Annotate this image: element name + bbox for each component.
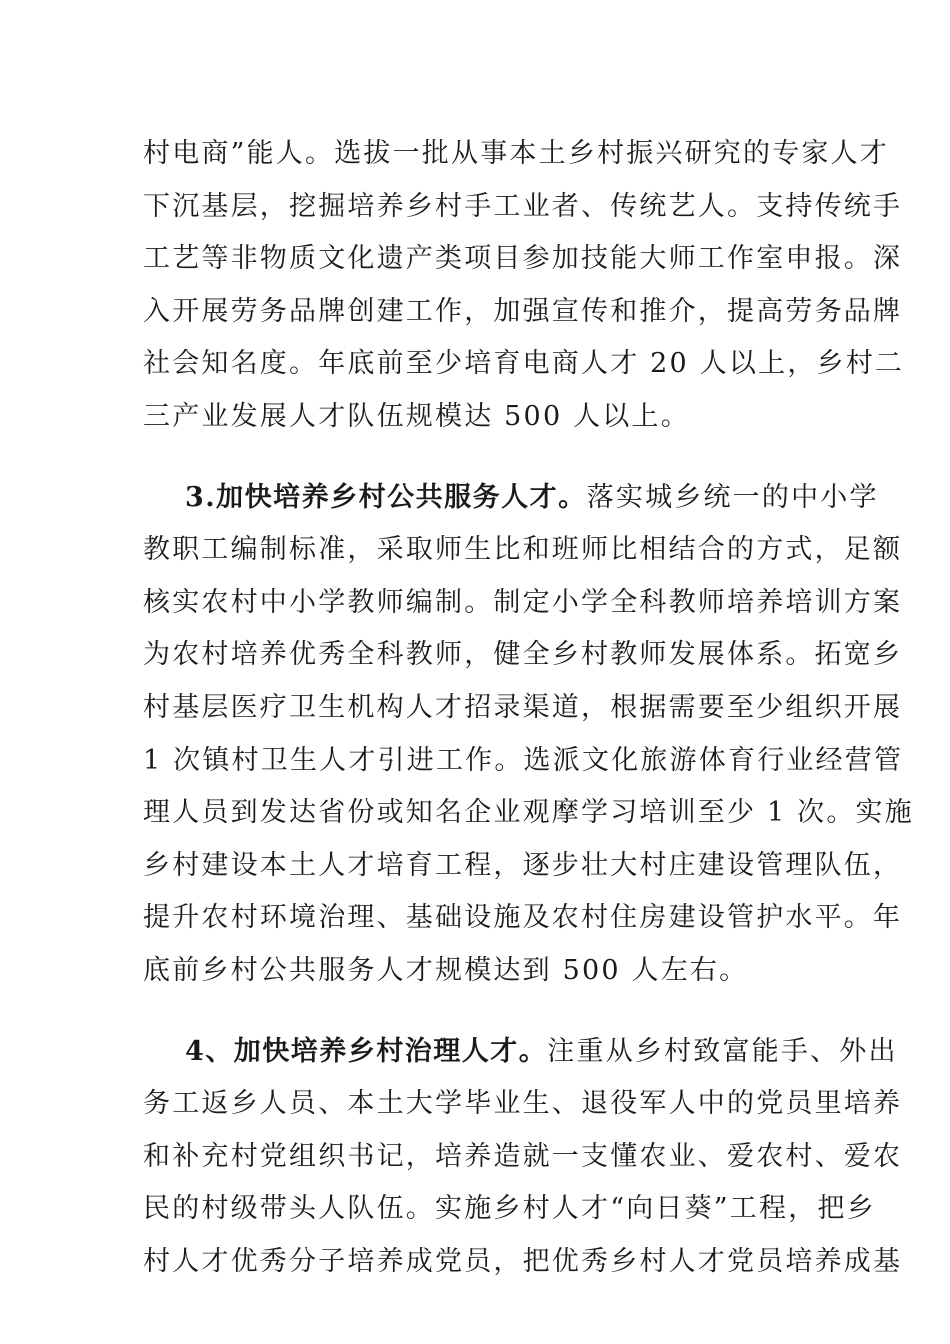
text-line: 工艺等非物质文化遗产类项目参加技能大师工作室申报。深 [143,243,903,275]
text-run: 落实城乡统一的中小学 [586,481,879,513]
text-line: 1 次镇村卫生人才引进工作。选派文化旅游体育行业经营管 [143,744,904,776]
text-line-first [143,1026,898,1079]
text-line: 入开展劳务品牌创建工作，加强宣传和推介，提高劳务品牌 [143,295,903,327]
document-page [143,128,914,1288]
text-line: 乡村建设本土人才培育工程，逐步壮大村庄建设管理队伍， [143,849,903,881]
text-line: 教职工编制标准，采取师生比和班师比相结合的方式，足额 [143,534,903,566]
text-line: 理人员到发达省份或知名企业观摩学习培训至少 1 次。实施 [143,797,914,829]
text-line: 下沉基层，挖掘培养乡村手工业者、传统艺人。支持传统手 [143,190,903,222]
paragraph-gap [143,998,808,1026]
text-line-first [143,472,879,525]
text-line: 民的村级带头人队伍。实施乡村人才“向日葵”工程，把乡 [143,1193,876,1225]
text-line: 村基层医疗卫生机构人才招录渠道，根据需要至少组织开展 [143,691,903,723]
paragraph-gap [143,444,808,472]
text-line: 村电商”能人。选拔一批从事本土乡村振兴研究的专家人才 [143,138,890,169]
text-line: 核实农村中小学教师编制。制定小学全科教师培养培训方案 [143,586,903,618]
paragraph-rural-ecommerce [143,128,905,444]
text-line: 村人才优秀分子培养成党员，把优秀乡村人才党员培养成基 [143,1245,903,1277]
text-line: 务工返乡人员、本土大学毕业生、退役军人中的党员里培养 [143,1088,903,1120]
paragraph-public-service-talent [143,472,914,998]
section-heading-3: 3.加快培养乡村公共服务人才。 [185,481,587,513]
text-line: 提升农村环境治理、基础设施及农村住房建设管护水平。年 [143,902,903,934]
text-line: 三产业发展人才队伍规模达 500 人以上。 [143,400,690,432]
text-line: 社会知名度。年底前至少培育电商人才 20 人以上，乡村二 [143,348,905,380]
paragraph-governance-talent [143,1026,903,1289]
text-line: 底前乡村公共服务人才规模达到 500 人左右。 [143,954,749,986]
text-line: 为农村培养优秀全科教师，健全乡村教师发展体系。拓宽乡 [143,639,903,671]
text-line: 和补充村党组织书记，培养造就一支懂农业、爱农村、爱农 [143,1140,903,1172]
section-heading-4: 4、加快培养乡村治理人才。 [185,1035,548,1067]
text-run: 注重从乡村致富能手、外出 [547,1035,898,1067]
